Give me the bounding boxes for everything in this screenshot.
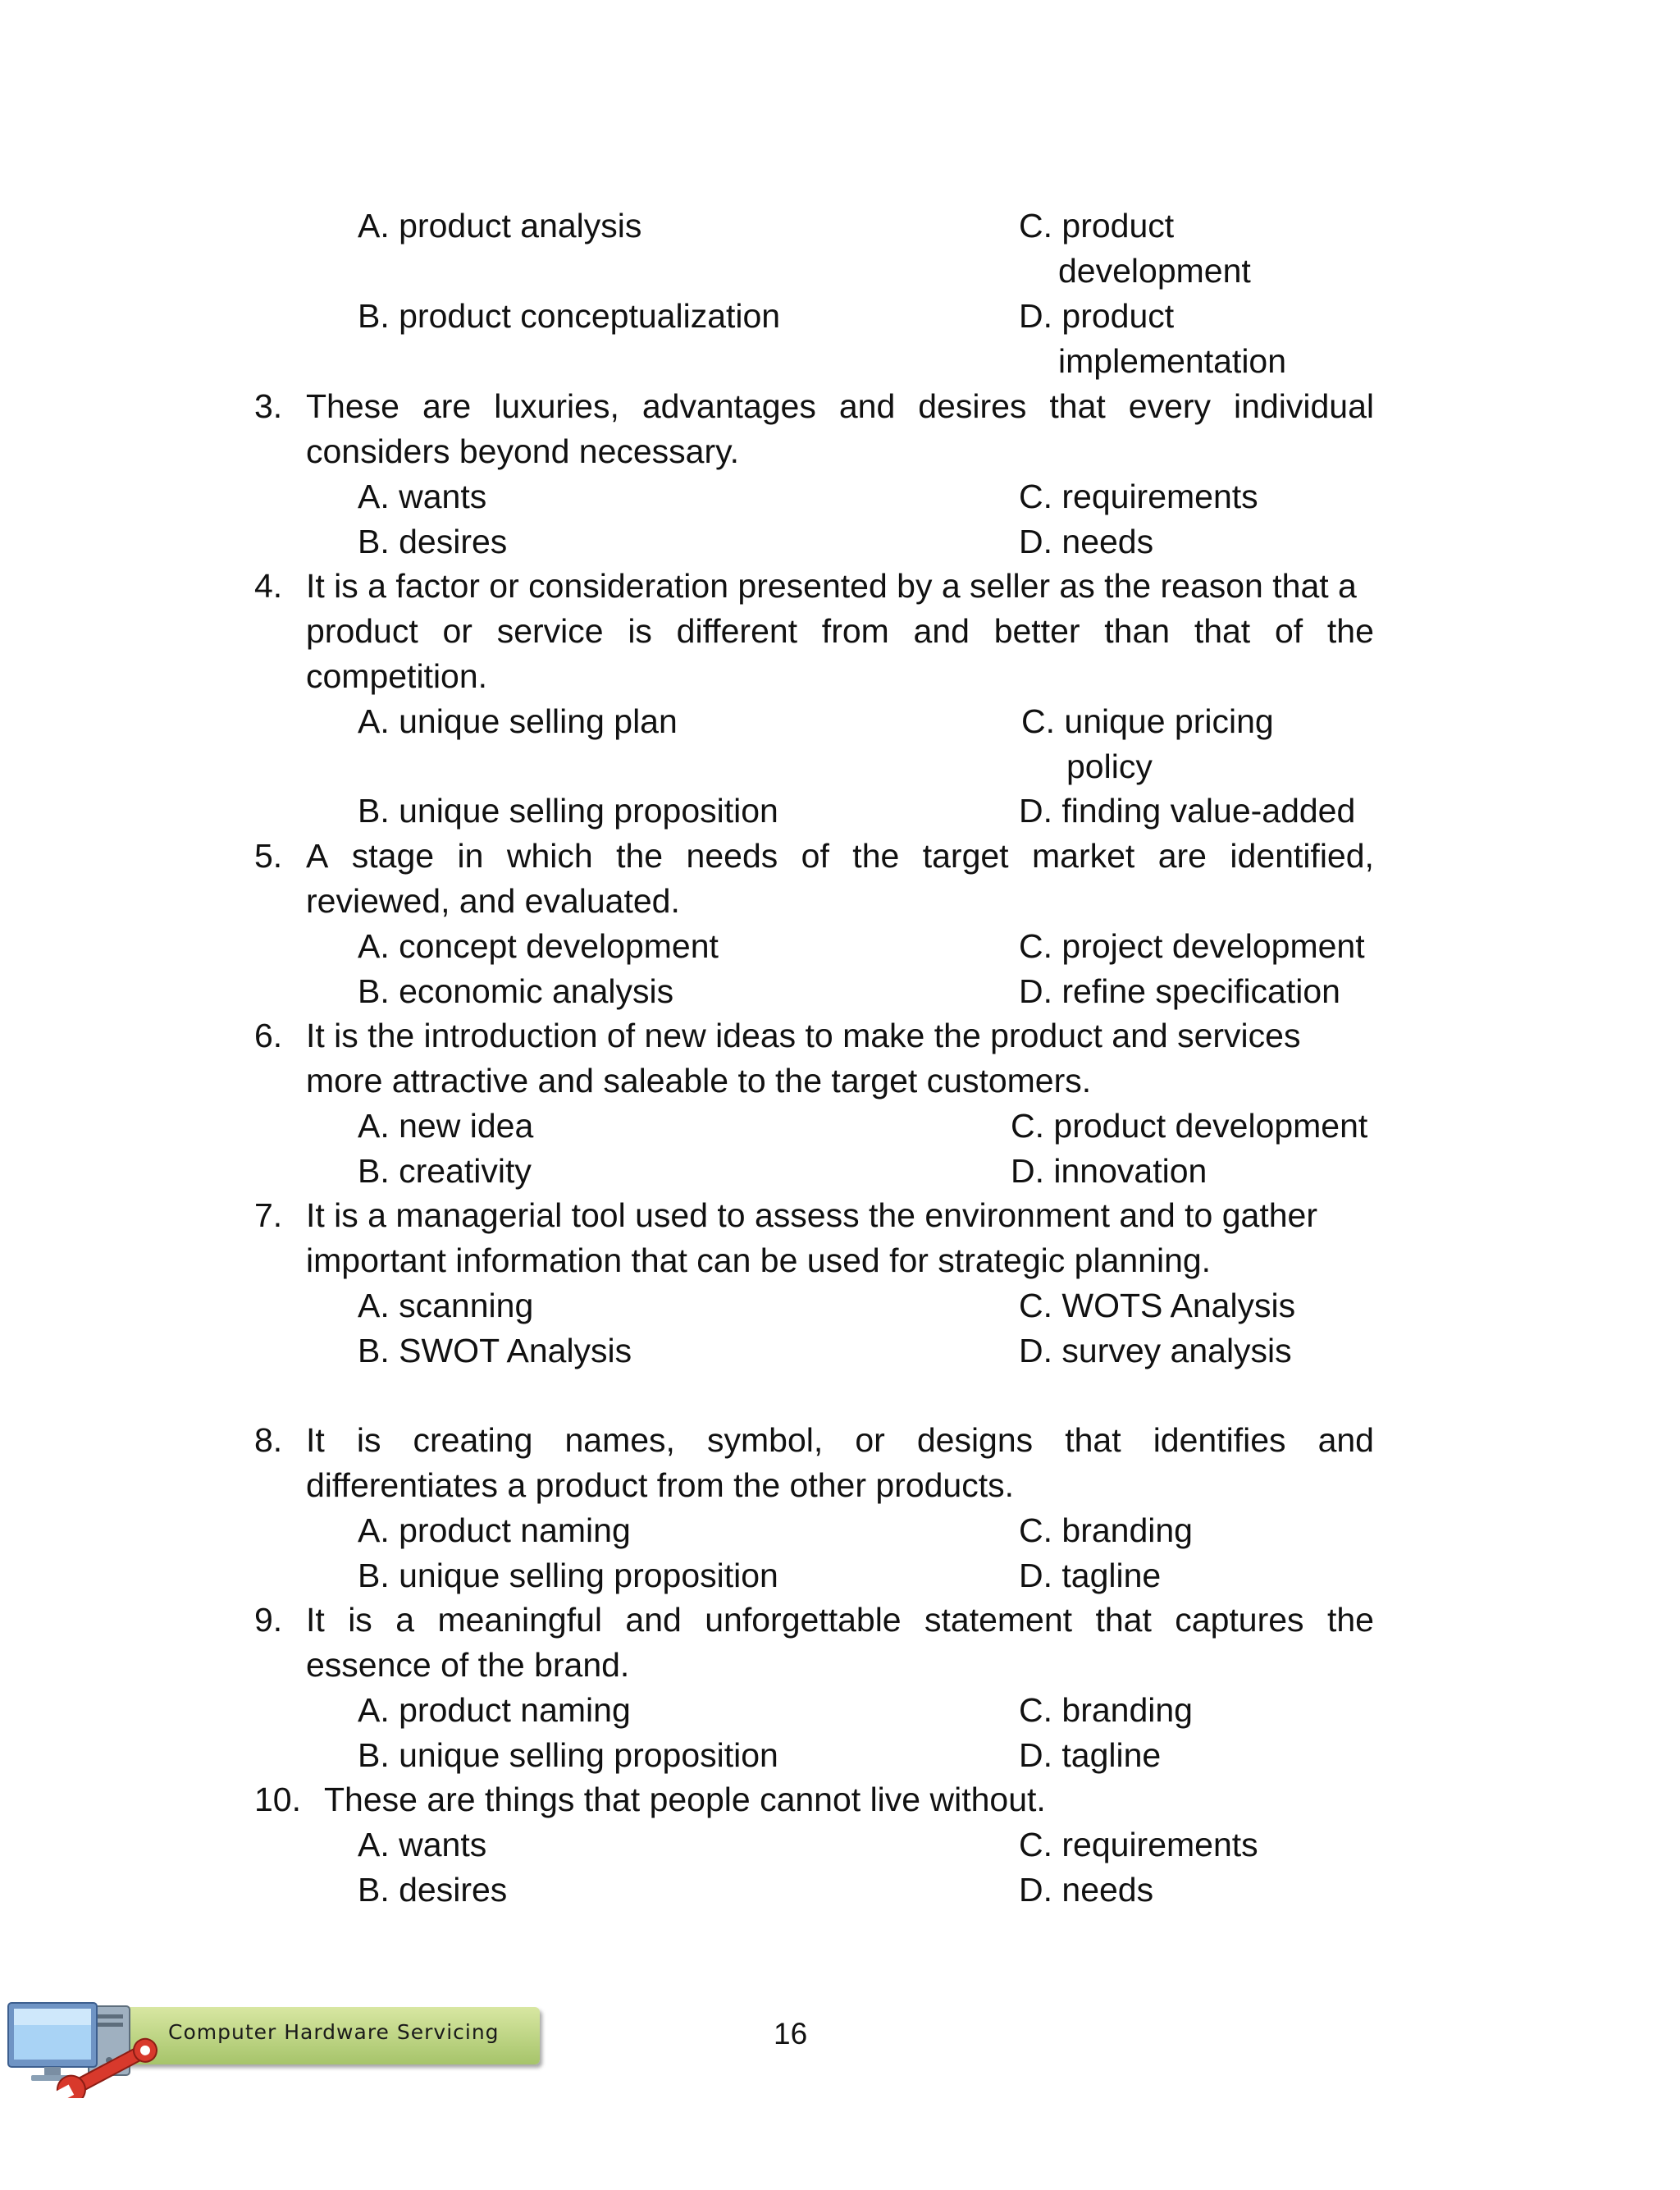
q8-option-b: B. unique selling proposition	[358, 1557, 778, 1594]
q3-option-d: D. needs	[1019, 523, 1154, 560]
q9-text-line1: It is a meaningful and unforgettable statement that captures the	[306, 1601, 1374, 1639]
q7-number: 7.	[254, 1196, 283, 1234]
page-number: 16	[774, 2017, 808, 2051]
q6-option-c: C. product development	[1011, 1107, 1368, 1145]
q10-option-a: A. wants	[358, 1826, 487, 1863]
q6-number: 6.	[254, 1017, 283, 1054]
q2-option-b: B. product conceptualization	[358, 297, 781, 335]
q7-option-b: B. SWOT Analysis	[358, 1332, 632, 1369]
q7-text-line2: important information that can be used for strategic planning.	[306, 1241, 1212, 1279]
q5-option-b: B. economic analysis	[358, 972, 674, 1010]
q8-option-d: D. tagline	[1019, 1557, 1162, 1594]
q4-option-d: D. finding value-added	[1019, 792, 1356, 830]
q10-text-line1: These are things that people cannot live without.	[324, 1781, 1046, 1818]
q2-option-d-cont: implementation	[1058, 342, 1287, 380]
q4-text-line1: It is a factor or consideration presented by a seller as the reason that a	[306, 567, 1357, 605]
q6-text-line2: more attractive and saleable to the target customers.	[306, 1062, 1092, 1100]
footer-badge-text: Computer Hardware Servicing	[168, 2020, 500, 2044]
q3-number: 3.	[254, 387, 283, 425]
q9-option-d: D. tagline	[1019, 1736, 1162, 1774]
q2-option-d: D. product	[1019, 297, 1175, 335]
q4-option-c: C. unique pricing	[1021, 702, 1274, 740]
computer-wrench-icon	[3, 1991, 167, 2098]
q10-option-c: C. requirements	[1019, 1826, 1258, 1863]
q8-number: 8.	[254, 1421, 283, 1459]
q6-option-b: B. creativity	[358, 1152, 532, 1190]
q10-number: 10.	[254, 1781, 301, 1818]
q2-option-a: A. product analysis	[358, 207, 642, 245]
q3-text-line1: These are luxuries, advantages and desires that every individual	[306, 387, 1374, 425]
q2-option-c-cont: development	[1058, 252, 1251, 290]
q8-text-line1: It is creating names, symbol, or designs that identifies and	[306, 1421, 1374, 1459]
q5-text-line1: A stage in which the needs of the target market are identified,	[306, 837, 1374, 875]
q7-text-line1: It is a managerial tool used to assess the environment and to gather	[306, 1196, 1318, 1234]
q4-text-line3: competition.	[306, 657, 488, 695]
q9-text-line2: essence of the brand.	[306, 1646, 630, 1684]
q10-option-b: B. desires	[358, 1871, 508, 1909]
q3-option-c: C. requirements	[1019, 478, 1258, 515]
q5-text-line2: reviewed, and evaluated.	[306, 882, 680, 920]
q8-option-c: C. branding	[1019, 1511, 1193, 1549]
q5-option-c: C. project development	[1019, 927, 1365, 965]
q4-option-a: A. unique selling plan	[358, 702, 678, 740]
q3-option-b: B. desires	[358, 523, 508, 560]
q9-option-a: A. product naming	[358, 1691, 631, 1729]
q3-option-a: A. wants	[358, 478, 487, 515]
q6-option-a: A. new idea	[358, 1107, 534, 1145]
q5-number: 5.	[254, 837, 283, 875]
q4-text-line2: product or service is different from and better than that of the	[306, 612, 1374, 650]
q6-text-line1: It is the introduction of new ideas to make the product and services	[306, 1017, 1301, 1054]
q7-option-a: A. scanning	[358, 1287, 534, 1324]
q10-option-d: D. needs	[1019, 1871, 1154, 1909]
q7-option-d: D. survey analysis	[1019, 1332, 1292, 1369]
q2-option-c: C. product	[1019, 207, 1175, 245]
q3-text-line2: considers beyond necessary.	[306, 432, 739, 470]
q8-text-line2: differentiates a product from the other products.	[306, 1466, 1015, 1504]
q5-option-d: D. refine specification	[1019, 972, 1340, 1010]
q6-option-d: D. innovation	[1011, 1152, 1208, 1190]
q4-option-b: B. unique selling proposition	[358, 792, 778, 830]
q9-number: 9.	[254, 1601, 283, 1639]
q8-option-a: A. product naming	[358, 1511, 631, 1549]
q9-option-c: C. branding	[1019, 1691, 1193, 1729]
q4-number: 4.	[254, 567, 283, 605]
q5-option-a: A. concept development	[358, 927, 719, 965]
q7-option-c: C. WOTS Analysis	[1019, 1287, 1296, 1324]
q4-option-c-cont: policy	[1066, 748, 1153, 785]
q9-option-b: B. unique selling proposition	[358, 1736, 778, 1774]
